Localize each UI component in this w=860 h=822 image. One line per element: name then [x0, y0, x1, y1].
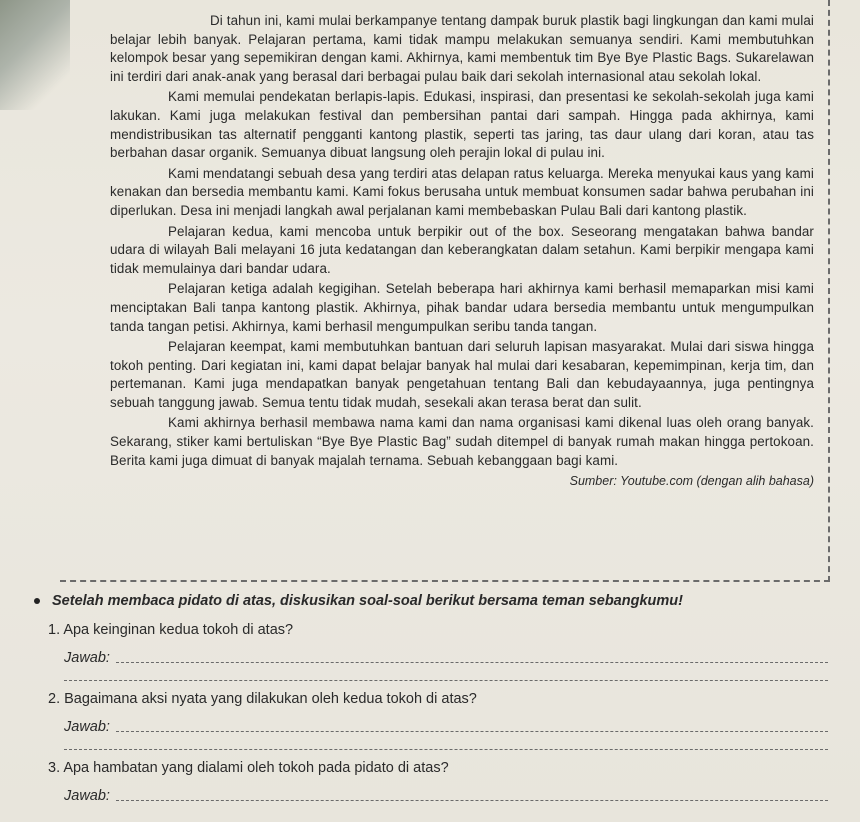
answer-line[interactable]: [116, 731, 828, 732]
answer-line[interactable]: [116, 800, 828, 801]
passage-paragraph-7: Kami akhirnya berhasil membawa nama kami dan nama organisasi kami dikenal luas oleh orang banyak. Sekarang, stiker kami bertuliskan “Bye Bye Plastic Bag” sudah ditempel di banyak rumah makan hingga pertokoan. Berita kami juga dimuat di banyak majalah ternama. Sebuah kebanggaan bagi kami.: [110, 415, 814, 468]
question-list: [48, 622, 828, 804]
speech-passage-box: [60, 0, 830, 582]
passage-paragraph-5: Pelajaran ketiga adalah kegigihan. Setelah beberapa hari akhirnya kami berhasil memaparkan misi kami menciptakan Bali tanpa kantong plastik. Akhirnya, pihak bandar udara bersedia membantu untuk mengumpulkan tanda tangan petisi. Akhirnya, kami berhasil mengumpulkan seribu tanda tangan.: [110, 281, 814, 334]
passage-source: Sumber: Youtube.com (dengan alih bahasa): [569, 474, 814, 489]
answer-field-1[interactable]: [64, 644, 828, 666]
answer-line-extra[interactable]: [64, 735, 828, 750]
answer-field-3[interactable]: [64, 782, 828, 804]
passage-paragraph-1: Di tahun ini, kami mulai berkampanye tentang dampak buruk plastik bagi lingkungan dan kami mulai belajar lebih banyak. Pelajaran pertama, kami tidak mampu melakukan semuanya sendiri. Kami membutuhkan kelompok besar yang sepemikiran dengan kami. Akhirnya, kami membentuk tim Bye Bye Plastic Bags. Sukarelawan ini terdiri dari anak-anak yang berasal dari berbagai pulau baik dari sekolah internasional atau sekolah lokal.: [110, 13, 814, 84]
answer-line[interactable]: [116, 662, 828, 663]
question-item-2: [48, 691, 828, 750]
answer-label: Jawab:: [64, 650, 110, 666]
instruction-text: Setelah membaca pidato di atas, diskusikan soal-soal berikut bersama teman sebangkumu!: [52, 593, 683, 609]
question-item-1: [48, 622, 828, 681]
passage-paragraph-2: Kami memulai pendekatan berlapis-lapis. Edukasi, inspirasi, dan presentasi ke sekolah-sekolah juga kami lakukan. Kami juga melakukan festival dan pembersihan pantai dari sampah. Hingga pada akhirnya, kami mendistribusikan tas alternatif pengganti kantong plastik, seperti tas jaring, tas daur ulang dari koran, atau tas berbahan dasar organik. Semuanya dibuat langsung oleh perajin lokal di pulau ini.: [110, 89, 814, 161]
question-text: 1. Apa keinginan kedua tokoh di atas?: [48, 622, 294, 638]
question-item-3: [48, 760, 828, 804]
bullet-icon: [34, 598, 40, 604]
passage-paragraph-6: Pelajaran keempat, kami membutuhkan bantuan dari seluruh lapisan masyarakat. Mulai dari siswa hingga tokoh penting. Dari kegiatan ini, kami dapat belajar banyak hal mulai dari kesabaran, kepemimpinan, kerja tim, dan pertemanan. Kami juga mendapatkan banyak pengetahuan tentang Bali dan kebudayaannya, juga pentingnya sebuah tanggung jawab. Semua tentu tidak mudah, sesekali akan terasa berat dan sulit.: [110, 339, 814, 410]
answer-label: Jawab:: [64, 788, 110, 804]
answer-line-extra[interactable]: [64, 666, 828, 681]
discussion-instruction: [34, 593, 834, 609]
passage-paragraph-3: Kami mendatangi sebuah desa yang terdiri atas delapan ratus keluarga. Mereka menyukai kaus yang kami kenakan dan bersedia membantu kami. Kami fokus berusaha untuk membuat konsumen sadar bahwa perubahan ini diperlukan. Desa ini menjadi langkah awal perjalanan kami membebaskan Pulau Bali dari kantong plastik.: [110, 165, 814, 218]
question-text: 3. Apa hambatan yang dialami oleh tokoh pada pidato di atas?: [48, 760, 449, 776]
question-text: 2. Bagaimana aksi nyata yang dilakukan oleh kedua tokoh di atas?: [48, 691, 477, 707]
passage-paragraph-4: Pelajaran kedua, kami mencoba untuk berpikir out of the box. Seseorang mengatakan bahwa bandar udara di wilayah Bali melayani 16 juta kedatangan dan keberangkatan dalam setahun. Kami berpikir mengapa kami tidak memulainya dari bandar udara.: [110, 223, 814, 276]
answer-label: Jawab:: [64, 719, 110, 735]
answer-field-2[interactable]: [64, 713, 828, 735]
